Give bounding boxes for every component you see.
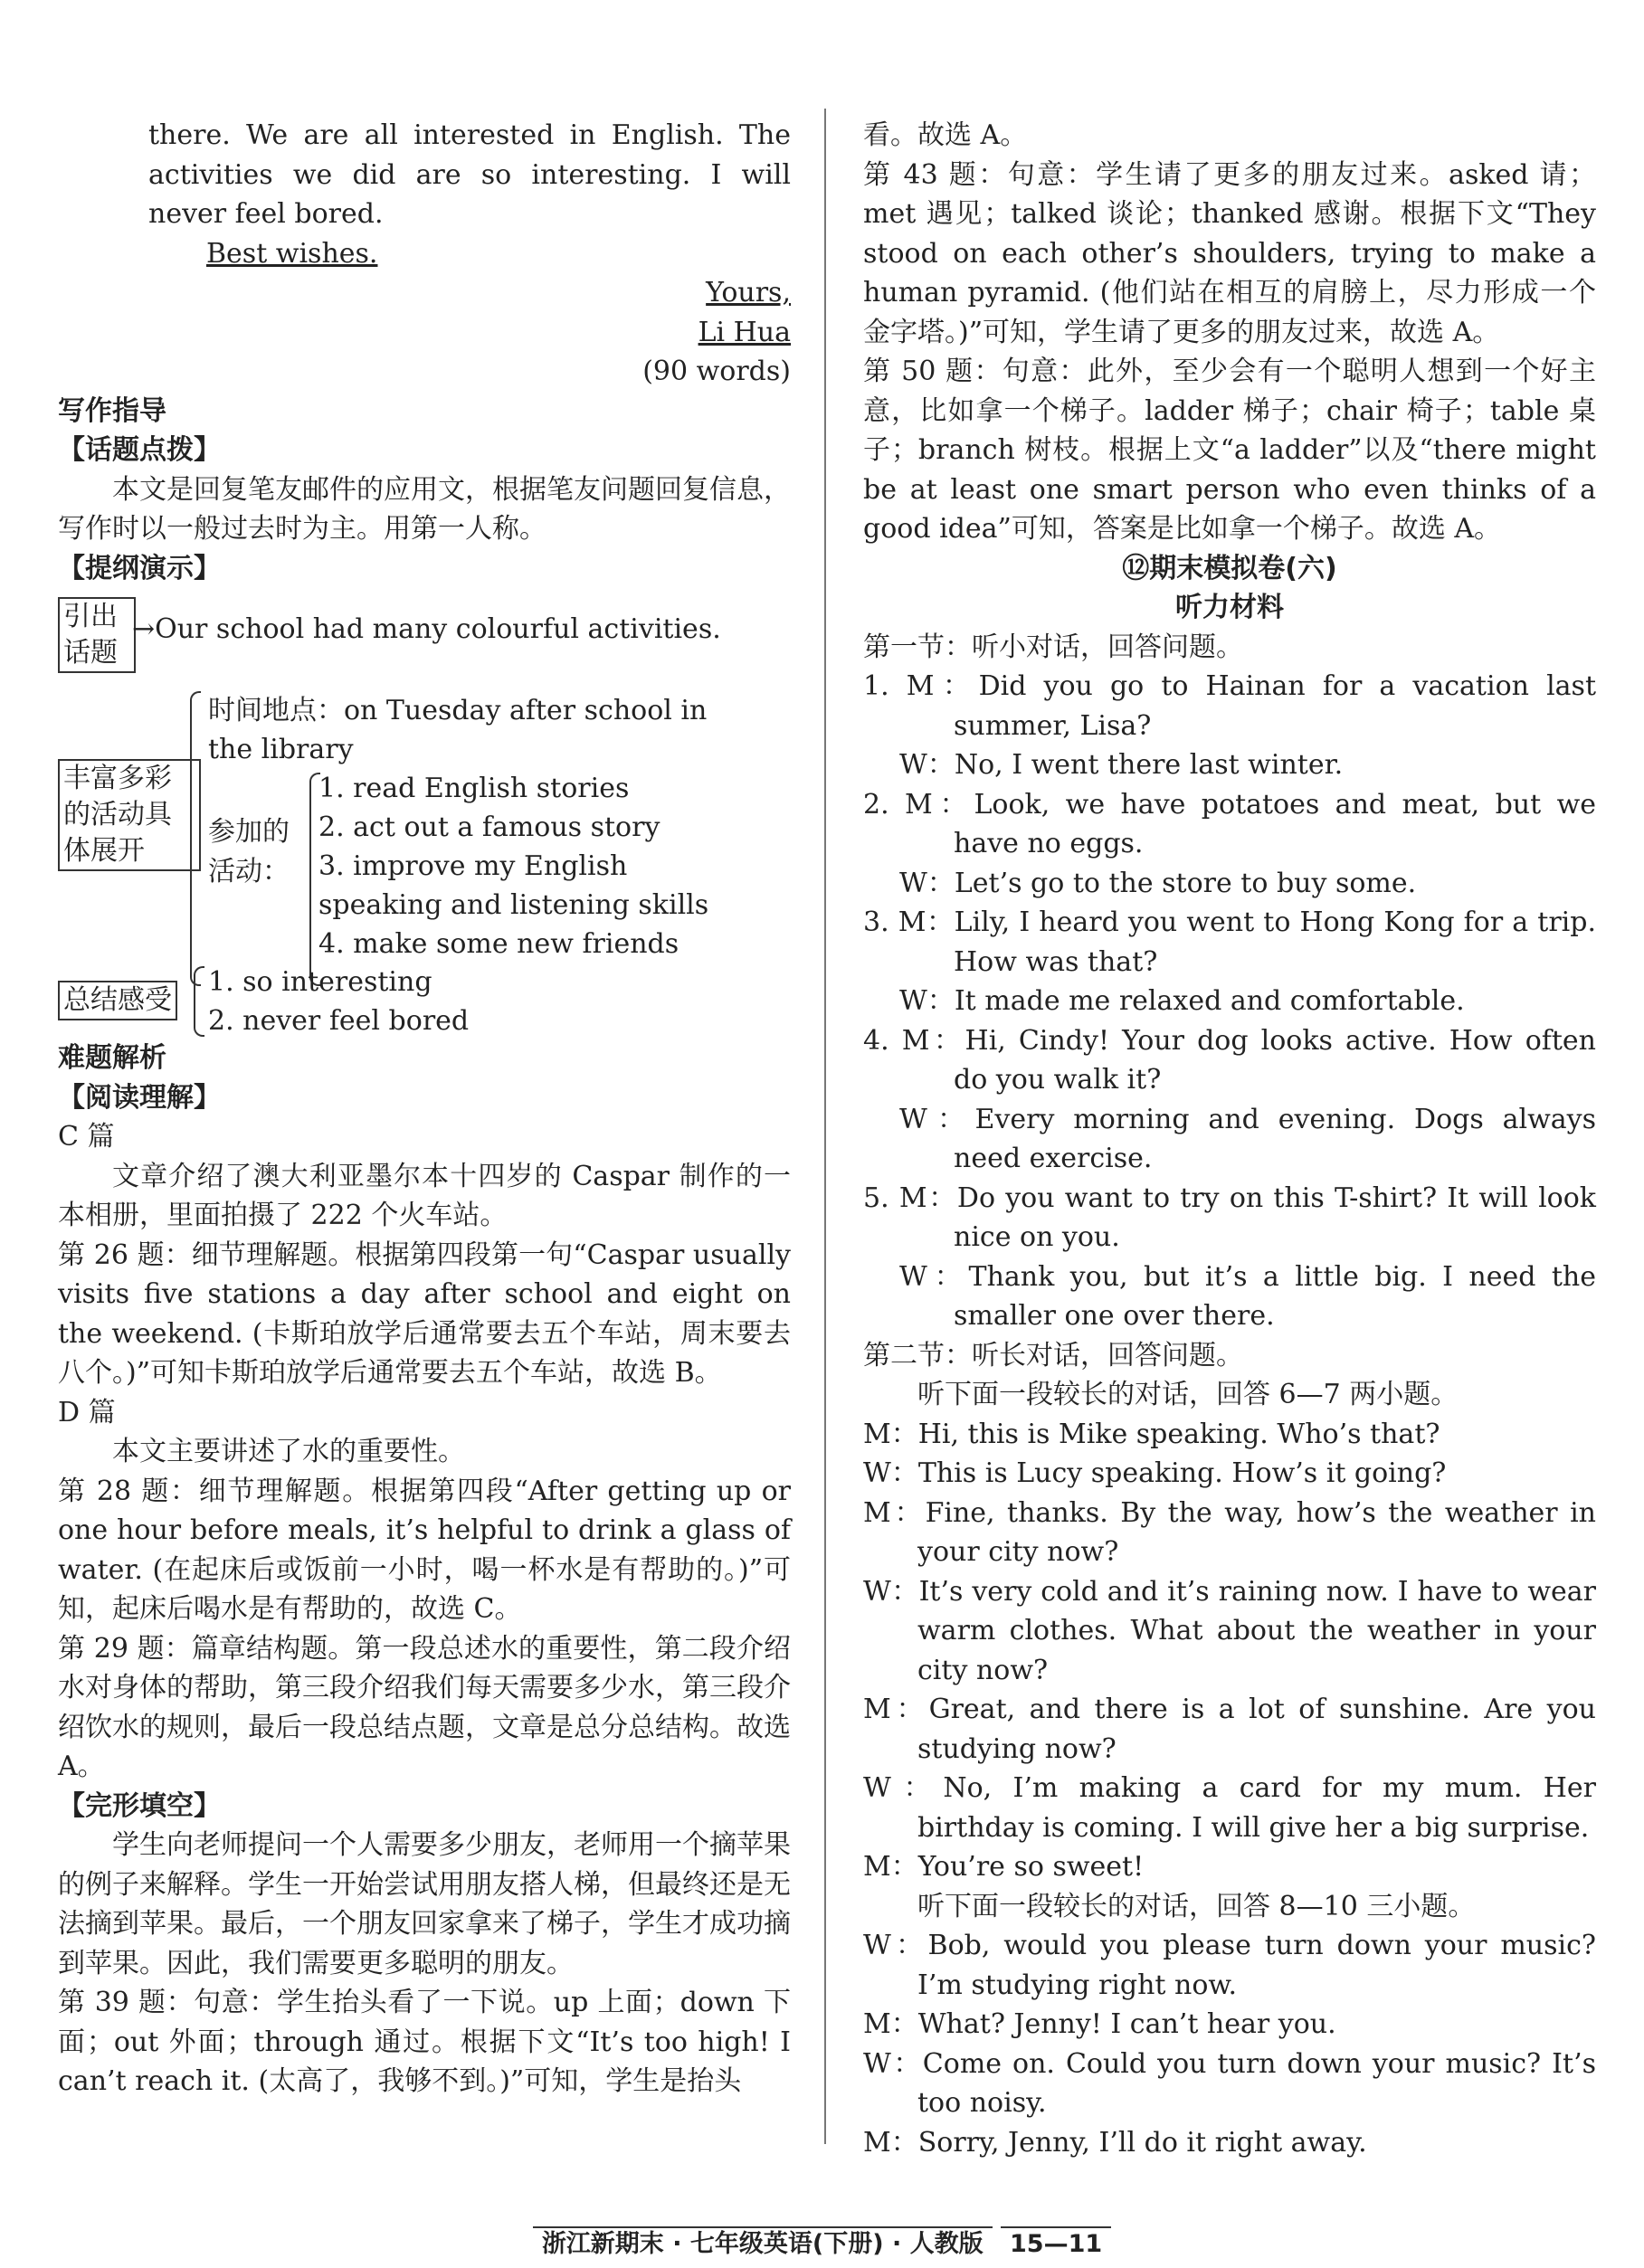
time-place-2: the library (208, 734, 354, 765)
dialog-2-w: W：Let’s go to the store to buy some. (899, 867, 1417, 899)
activities-label: 参加的活动： (208, 816, 290, 887)
topic-text: 本文是回复笔友邮件的应用文，根据笔友问题回复信息，写作时以一般过去时为主。用第一人称。 (58, 473, 791, 545)
outline-heading: 【提纲演示】 (58, 552, 221, 584)
summary-brace (194, 966, 204, 1037)
long-dialog-line: W：It’s very cold and it’s raining now. I have to wear warm clothes. What about the weather in your city now? (863, 1575, 1596, 1686)
time-place-1: 时间地点：on Tuesday after school in (208, 695, 708, 726)
activity-4: 4. make some new friends (318, 928, 679, 960)
right-column (863, 116, 1596, 2162)
question-43: 第 43 题：句意：学生请了更多的朋友过来。asked 请；met 遇见；talked 谈论；thanked 感谢。根据下文“They stood on each other’s shoulders, trying to make a human pyramid. (他们站在相互的肩膀上，尽力形成一个金字塔。)”可知，学生请了更多的朋友过来，故选 A。 (863, 158, 1596, 348)
long-dialog-line: M：Fine, thanks. By the way, how’s the weather in your city now? (863, 1496, 1596, 1568)
dialog-4-m: 4. M：Hi, Cindy! Your dog looks active. How often do you walk it? (863, 1024, 1596, 1096)
passage-c-title: C 篇 (58, 1121, 115, 1153)
letter-yours: Yours, (706, 277, 791, 308)
letter-ending: there. We are all interested in English. The activities we did are so interesting. I will never feel bored. (148, 119, 791, 230)
activity-3: 3. improve my English (318, 850, 628, 882)
letter-signature: Li Hua (698, 316, 791, 348)
long-dialog-line: M：What? Jenny! I can’t hear you. (863, 2008, 1336, 2040)
exam-title: ⑫期末模拟卷(六) (1122, 552, 1337, 584)
activity-1: 1. read English stories (318, 773, 630, 804)
question-28: 第 28 题：细节理解题。根据第四段“After getting up or one hour before meals, it’s helpful to drink a glass of water. (在起床后或饭前一小时，喝一杯水是有帮助的。)”可知，起床后喝水是有帮助的，故选 C。 (58, 1475, 791, 1625)
listening-title: 听力材料 (1175, 592, 1284, 623)
long-dialog-line: M：Great, and there is a lot of sunshine. Are you studying now? (863, 1694, 1596, 1765)
activity-2: 2. act out a famous story (318, 811, 660, 843)
cloze-heading: 【完形填空】 (58, 1789, 221, 1822)
section-1-heading: 第一节：听小对话，回答问题。 (863, 631, 1243, 663)
dialog-5-w: W：Thank you, but it’s a little big. I need the smaller one over there. (899, 1260, 1596, 1332)
question-39-end: 看。故选 A。 (863, 119, 1028, 151)
page-footer (0, 2224, 1644, 2259)
word-count: (90 words) (642, 356, 791, 387)
dialog-3-m: 3. M：Lily, I heard you went to Hong Kong for a trip. How was that? (863, 906, 1596, 978)
question-50: 第 50 题：句意：此外，至少会有一个聪明人想到一个好主意，比如拿一个梯子。ladder 梯子；chair 椅子；table 桌子；branch 树枝。根据上文“a ladder”以及“there might be at least one smart person who even thinks of a good idea”可知，答案是比如拿一个梯子。故选 A。 (863, 356, 1596, 545)
dialog-1-w: W：No, I went there last winter. (899, 749, 1344, 781)
passage-c-intro: 文章介绍了澳大利亚墨尔本十四岁的 Caspar 制作的一本相册，里面拍摄了 222 个火车站。 (58, 1160, 791, 1231)
long-dialog-line: W：Bob, would you please turn down your music? I’m studying right now. (863, 1930, 1596, 2001)
passage-d-intro: 本文主要讲述了水的重要性。 (112, 1436, 465, 1467)
page-number: 15—11 (1001, 2226, 1111, 2260)
topic-heading: 【话题点拨】 (58, 434, 221, 466)
dialog-1-m: 1. M：Did you go to Hainan for a vacation last summer, Lisa? (863, 670, 1596, 742)
intro-8-10: 听下面一段较长的对话，回答 8—10 三小题。 (917, 1890, 1476, 1922)
outline-diagram (58, 592, 791, 1035)
activity-3b: speaking and listening skills (318, 889, 709, 921)
question-39: 第 39 题：句意：学生抬头看了一下说。up 上面；down 下面；out 外面；through 通过。根据下文“It’s too high! I can’t reach it. (太高了，我够不到。)”可知，学生是抬头 (58, 1987, 791, 2097)
dialog-2-m: 2. M：Look, we have potatoes and meat, but we have no eggs. (863, 788, 1596, 859)
main-box: 丰富多彩的活动具体展开 (58, 759, 201, 871)
summary-2: 2. never feel bored (208, 1005, 470, 1037)
column-divider (824, 109, 826, 2144)
passage-d-title: D 篇 (58, 1396, 116, 1428)
long-dialog-line: M：Hi, this is Mike speaking. Who’s that? (863, 1418, 1440, 1450)
intro-box: 引出话题 (58, 597, 136, 673)
footer-title: 浙江新期末 · 七年级英语(下册) · 人教版 (533, 2226, 993, 2260)
long-dialog-line: W：This is Lucy speaking. How’s it going? (863, 1457, 1447, 1489)
question-29: 第 29 题：篇章结构题。第一段总述水的重要性，第二段介绍水对身体的帮助，第三段介绍我们每天需要多少水，第三段介绍饮水的规则，最后一段总结点题，文章是总分总结构。故选 A。 (58, 1632, 791, 1782)
dialog-5-m: 5. M：Do you want to try on this T-shirt? It will look nice on you. (863, 1181, 1596, 1253)
letter-closing: Best wishes. (206, 237, 378, 270)
dialog-3-w: W：It made me relaxed and comfortable. (899, 985, 1465, 1017)
writing-guide-heading: 写作指导 (58, 394, 166, 427)
arrow-icon: → (132, 613, 156, 645)
intro-6-7: 听下面一段较长的对话，回答 6—7 两小题。 (917, 1379, 1459, 1410)
long-dialog-line: M：You’re so sweet! (863, 1851, 1145, 1883)
long-dialog-line: W：No, I’m making a card for my mum. Her birthday is coming. I will give her a big surprise. (863, 1772, 1596, 1844)
long-dialog-line: W：Come on. Could you turn down your music? It’s too noisy. (863, 2047, 1596, 2119)
left-column (58, 116, 791, 2102)
reading-heading: 【阅读理解】 (58, 1081, 221, 1114)
intro-text: Our school had many colourful activities. (155, 613, 721, 645)
dialog-4-w: W：Every morning and evening. Dogs always need exercise. (899, 1103, 1596, 1174)
long-dialog-line: M：Sorry, Jenny, I’ll do it right away. (863, 2126, 1367, 2159)
section-2-heading: 第二节：听长对话，回答问题。 (863, 1339, 1243, 1371)
cloze-intro: 学生向老师提问一个人需要多少朋友，老师用一个摘苹果的例子来解释。学生一开始尝试用朋友搭人梯，但最终还是无法摘到苹果。最后，一个朋友回家拿来了梯子，学生才成功摘到苹果。因此，我们需要更多聪明的朋友。 (58, 1829, 791, 1979)
question-26: 第 26 题：细节理解题。根据第四段第一句“Caspar usually visits five stations a day after school and eight on the weekend. (卡斯珀放学后通常要去五个车站，周末要去八个。)”可知卡斯珀放学后通常要去五个车站，故选 B。 (58, 1238, 791, 1389)
summary-1: 1. so interesting (208, 966, 432, 998)
summary-box: 总结感受 (58, 981, 177, 1020)
hard-questions-heading: 难题解析 (58, 1042, 166, 1074)
